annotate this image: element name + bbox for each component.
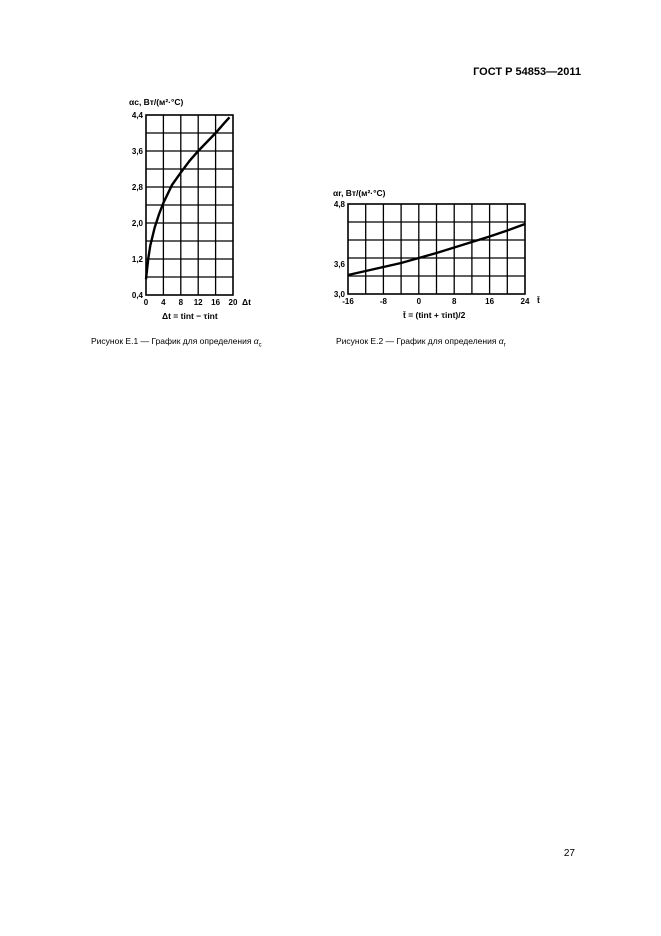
y-tick-label: 4,8 xyxy=(333,200,345,209)
y-tick-label: 3,6 xyxy=(131,147,143,156)
chart1-frame xyxy=(146,115,233,295)
x-tick-label: 0 xyxy=(416,297,422,306)
x-tick-label: 0 xyxy=(143,298,149,307)
y-tick-label: 3,0 xyxy=(333,290,345,299)
chart2-curve xyxy=(348,224,525,275)
chart2-x-axis-symbol: t̄ xyxy=(537,295,540,305)
x-tick-label: 20 xyxy=(228,298,238,307)
figure-caption-1 xyxy=(91,336,262,349)
chart1-curve xyxy=(146,117,230,279)
figure-caption-2 xyxy=(336,336,506,349)
y-tick-label: 2,8 xyxy=(131,183,143,192)
y-tick-label: 2,0 xyxy=(131,219,143,228)
chart2-frame xyxy=(348,204,525,294)
chart2-ylabel: αr, Вт/(м²·°С) xyxy=(333,188,386,198)
caption1-text: Рисунок Е.1 — График для определения xyxy=(91,336,252,346)
y-tick-label: 4,4 xyxy=(131,111,143,120)
x-tick-label: 4 xyxy=(161,298,166,307)
chart2-xlabel: t̄ = (tint + τint)/2 xyxy=(403,310,466,320)
caption1-subscript: c xyxy=(258,342,262,349)
x-tick-label: 24 xyxy=(520,297,530,306)
x-tick-label: 12 xyxy=(193,298,203,307)
chart1-xlabel: Δt = tint − τint xyxy=(162,311,218,321)
caption2-subscript: r xyxy=(503,342,506,349)
caption2-symbol: α xyxy=(498,336,504,346)
x-tick-label: -8 xyxy=(379,297,387,306)
x-tick-label: 8 xyxy=(451,297,457,306)
chart1-x-axis-symbol: Δt xyxy=(242,297,251,307)
caption1-symbol: α xyxy=(253,336,259,346)
x-tick-label: -16 xyxy=(342,297,354,306)
chart1-ylabel: αс, Вт/(м²·°С) xyxy=(129,97,184,107)
y-tick-label: 3,6 xyxy=(333,260,345,269)
x-tick-label: 16 xyxy=(485,297,495,306)
x-tick-label: 16 xyxy=(211,298,221,307)
chart2-grid xyxy=(348,204,525,294)
x-tick-label: 8 xyxy=(178,298,184,307)
page-number: 27 xyxy=(563,848,575,859)
document-id: ГОСТ Р 54853—2011 xyxy=(473,66,581,78)
y-tick-label: 0,4 xyxy=(131,291,143,300)
caption2-text: Рисунок Е.2 — График для определения xyxy=(336,336,497,346)
y-tick-label: 1,2 xyxy=(131,255,143,264)
chart1-grid xyxy=(146,115,233,295)
